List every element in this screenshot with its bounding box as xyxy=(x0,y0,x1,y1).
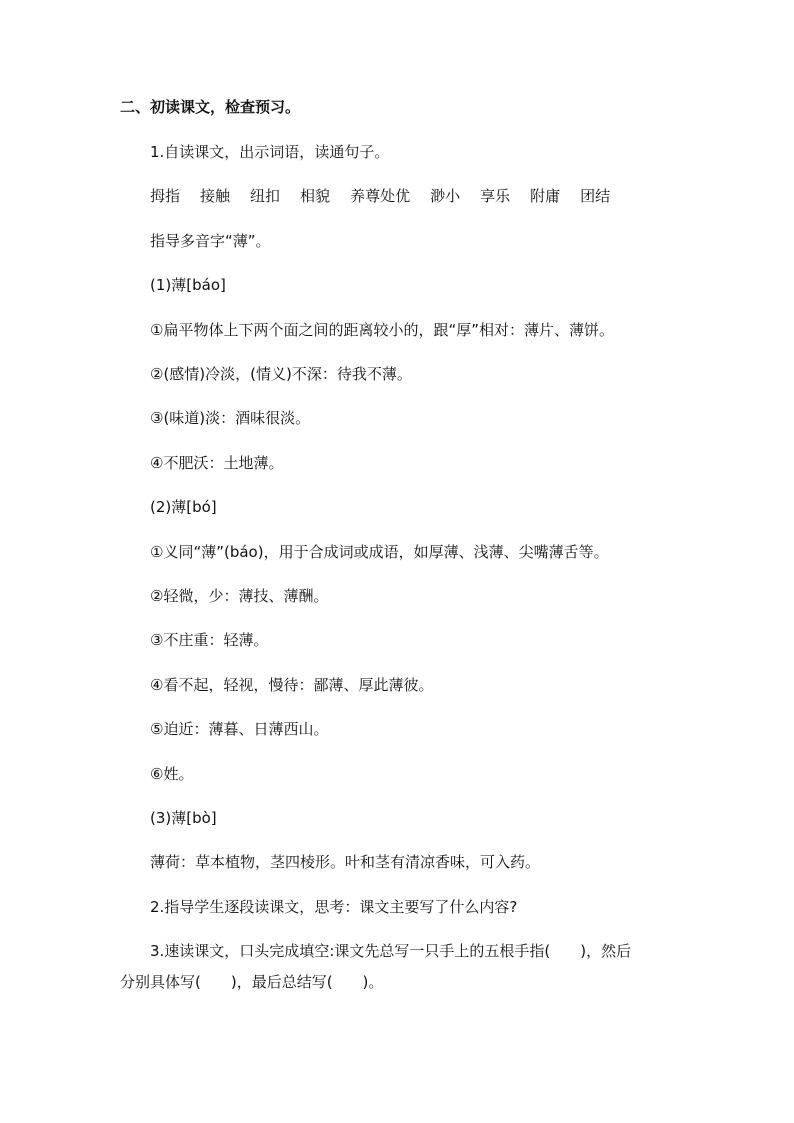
step-2: 2.指导学生逐段读课文，思考：课文主要写了什么内容? xyxy=(150,898,518,916)
vocab-word: 渺小 xyxy=(430,187,461,205)
vocab-word: 享乐 xyxy=(480,187,511,205)
pronunciation-header-bo2: (2)薄[bó] xyxy=(150,498,217,516)
definition-item: ①义同“薄”(báo)，用于合成词或成语，如厚薄、浅薄、尖嘴薄舌等。 xyxy=(150,543,609,561)
vocab-word: 接触 xyxy=(200,187,231,205)
vocab-word: 养尊处优 xyxy=(350,187,411,205)
definition-item: ④看不起，轻视，慢待：鄙薄、厚此薄彼。 xyxy=(150,676,434,694)
definition-item: ③(味道)淡：酒味很淡。 xyxy=(150,409,311,427)
polyphone-intro: 指导多音字“薄”。 xyxy=(150,232,271,250)
section-heading: 二、初读课文，检查预习。 xyxy=(120,98,301,116)
step-3-line-2: 分别具体写( )，最后总结写( )。 xyxy=(120,973,384,991)
definition-item: ④不肥沃：土地薄。 xyxy=(150,454,284,472)
definition-item: ⑤迫近：薄暮、日薄西山。 xyxy=(150,720,329,738)
pronunciation-header-bao: (1)薄[báo] xyxy=(150,276,226,294)
vocab-list xyxy=(150,186,610,206)
definition-item: 薄荷：草本植物，茎四棱形。叶和茎有清凉香味，可入药。 xyxy=(150,853,541,871)
step-1: 1.自读课文，出示词语，读通句子。 xyxy=(150,143,390,161)
definition-item: ③不庄重：轻薄。 xyxy=(150,631,269,649)
definition-item: ①扁平物体上下两个面之间的距离较小的，跟“厚”相对：薄片、薄饼。 xyxy=(150,321,614,339)
definition-item: ⑥姓。 xyxy=(150,765,194,783)
vocab-word: 拇指 xyxy=(150,187,181,205)
definition-item: ②轻微，少：薄技、薄酬。 xyxy=(150,587,329,605)
vocab-word: 团结 xyxy=(580,187,611,205)
definition-item: ②(感情)冷淡，(情义)不深：待我不薄。 xyxy=(150,365,412,383)
vocab-word: 相貌 xyxy=(300,187,331,205)
vocab-word: 附庸 xyxy=(530,187,561,205)
vocab-word: 纽扣 xyxy=(250,187,281,205)
pronunciation-header-bo4: (3)薄[bò] xyxy=(150,809,217,827)
step-3-line-1: 3.速读课文，口头完成填空:课文先总写一只手上的五根手指( )，然后 xyxy=(150,942,632,960)
